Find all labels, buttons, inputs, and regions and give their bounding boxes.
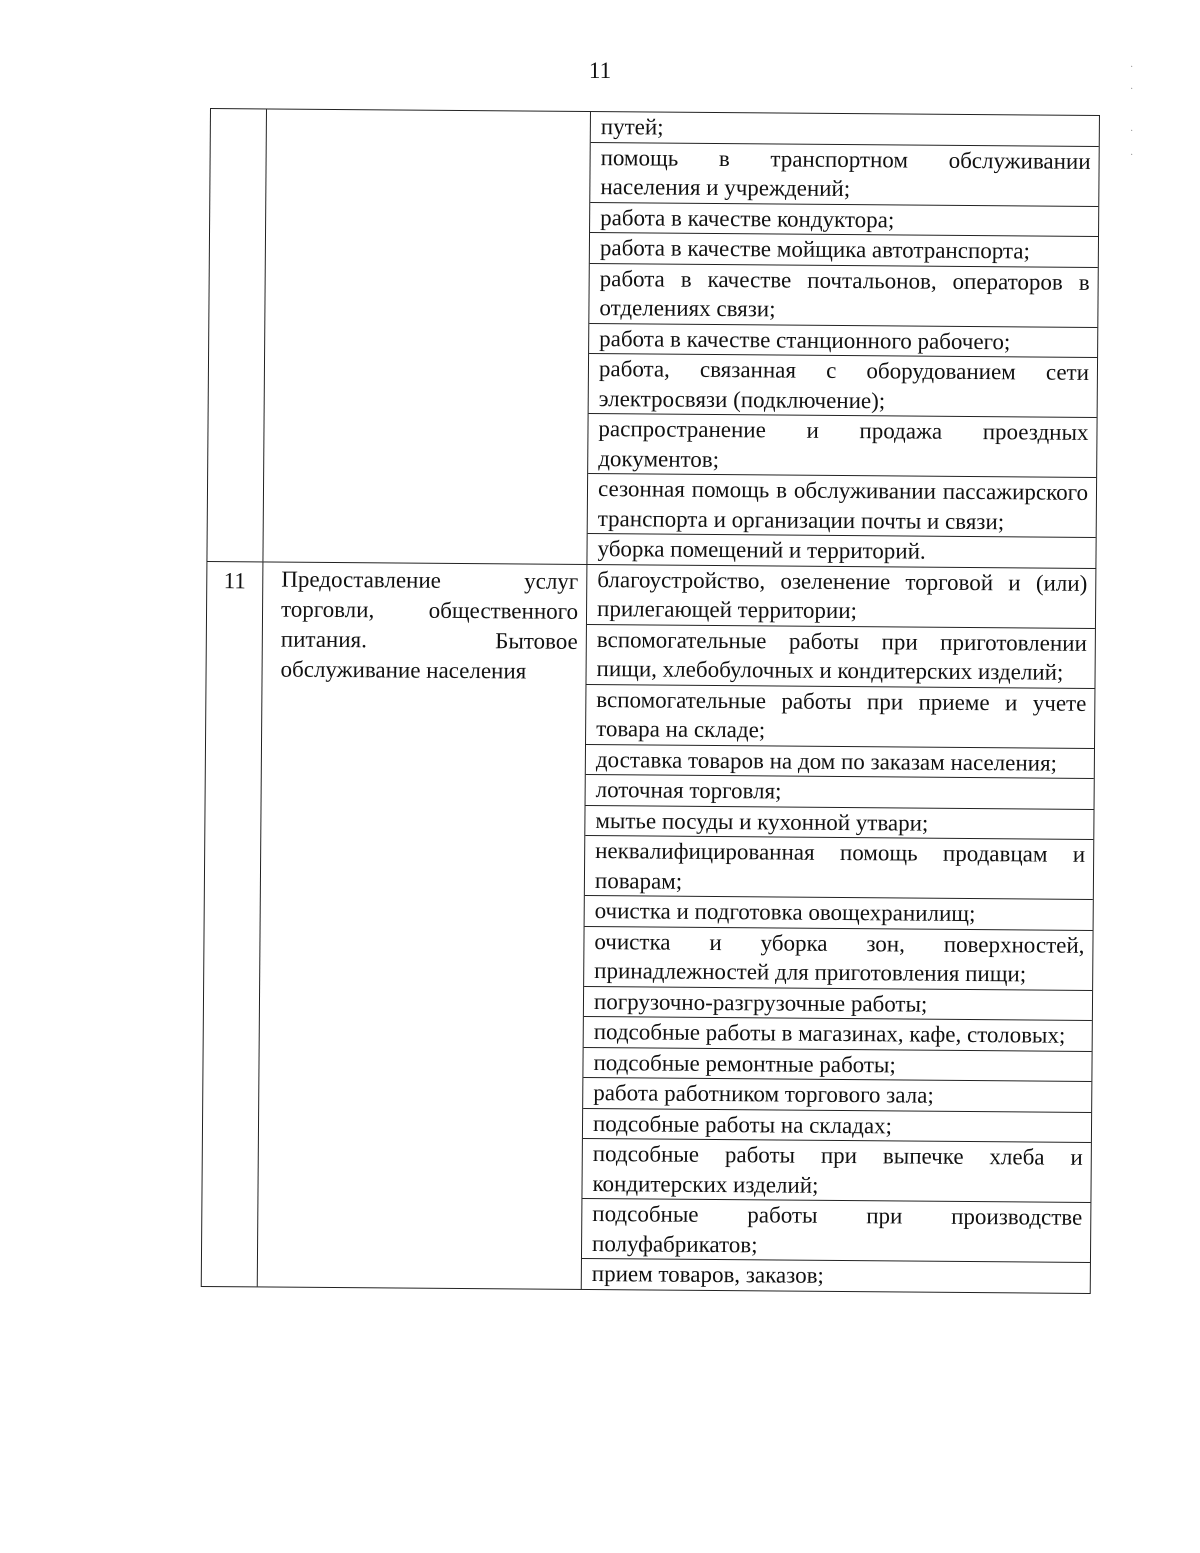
work-item: работа в качестве кондуктора; xyxy=(590,202,1098,236)
table-row-11 xyxy=(201,560,1097,1293)
work-item: вспомогательные работы при приготовлении пищи, хлебобулочных и кондитерских изделий; xyxy=(586,624,1094,688)
work-item: вспомогательные работы при приеме и учете товара на складе; xyxy=(586,684,1094,748)
work-item: мытье посуды и кухонной утвари; xyxy=(585,805,1093,839)
work-item: доставка товаров на дом по заказам населения; xyxy=(586,744,1094,778)
margin-mark: · xyxy=(1130,126,1134,137)
table-row-continuation xyxy=(206,108,1100,567)
work-item: сезонная помощь в обслуживании пассажирского транспорта и организации почты и связи; xyxy=(588,474,1096,538)
work-item: подсобные работы в магазинах, кафе, столовых; xyxy=(584,1017,1092,1051)
works-list xyxy=(587,112,1099,567)
works-list xyxy=(582,564,1096,1292)
work-item: погрузочно-разгрузочные работы; xyxy=(584,986,1092,1020)
work-item: подсобные работы при производстве полуфабрикатов; xyxy=(582,1199,1090,1263)
work-item: подсобные работы при выпечке хлеба и кондитерских изделий; xyxy=(582,1139,1090,1203)
work-item: очистка и подготовка овощехранилищ; xyxy=(585,896,1093,930)
work-item: помощь в транспортном обслуживании населения и учреждений; xyxy=(590,142,1098,206)
work-item: работа, связанная с оборудованием сети электросвязи (подключение); xyxy=(589,354,1097,418)
work-item: работа в качестве станционного рабочего; xyxy=(589,323,1097,357)
row-number-cell xyxy=(207,109,267,561)
margin-mark: · xyxy=(1130,150,1134,161)
work-item: работа в качестве мойщика автотранспорта; xyxy=(590,233,1098,267)
work-item: лоточная торговля; xyxy=(586,775,1094,809)
work-item: прием товаров, заказов; xyxy=(591,1261,824,1288)
category-cell: Предоставление услуг торговли, общественного питания. Бытовое обслуживание населения xyxy=(258,562,588,1289)
margin-mark: · xyxy=(1130,84,1134,95)
work-item: распространение и продажа проездных документов; xyxy=(588,414,1096,478)
row-number-cell: 11 xyxy=(202,561,264,1285)
work-item: работа работником торгового зала; xyxy=(583,1078,1091,1112)
document-table xyxy=(201,108,1100,1293)
work-item: путей; xyxy=(591,112,1099,146)
work-item: очистка и уборка зон, поверхностей, принадлежностей для приготовления пищи; xyxy=(584,926,1092,990)
work-item: уборка помещений и территорий. xyxy=(597,536,926,564)
work-item: подсобные ремонтные работы; xyxy=(583,1047,1091,1081)
margin-mark: · xyxy=(1130,62,1134,73)
work-item: неквалифицированная помощь продавцам и поварам; xyxy=(585,836,1093,900)
category-cell xyxy=(263,109,591,563)
page-number: 11 xyxy=(588,58,612,83)
work-item: благоустройство, озеленение торговой и (или) прилегающей территории; xyxy=(587,564,1095,628)
work-item: подсобные работы на складах; xyxy=(583,1108,1091,1142)
work-item: работа в качестве почтальонов, операторов в отделениях связи; xyxy=(589,263,1097,327)
